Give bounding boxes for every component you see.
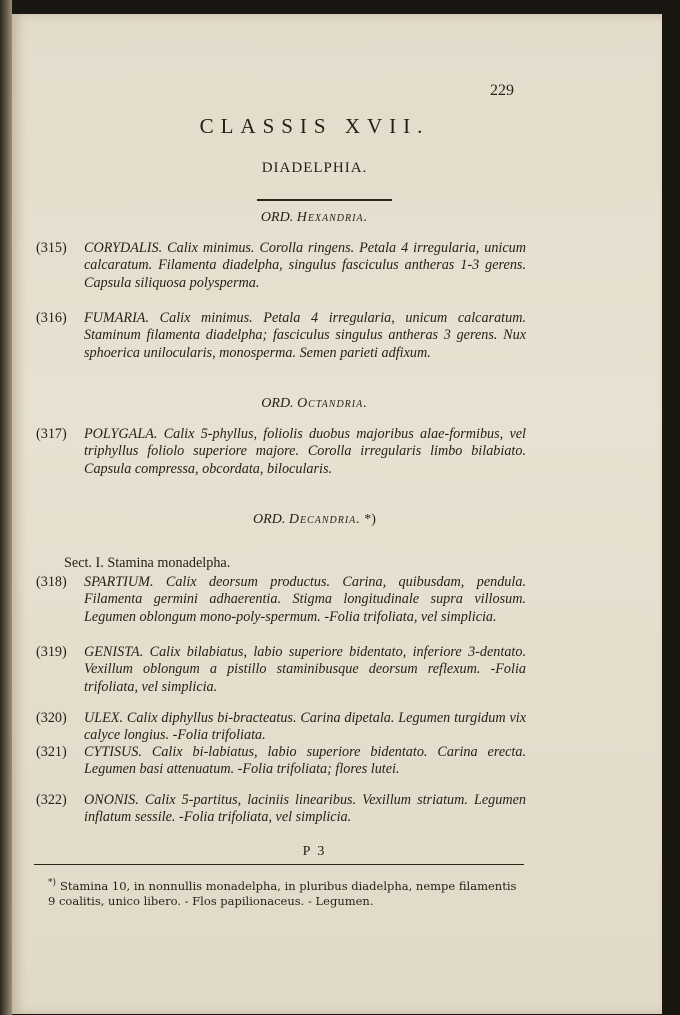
genus-entry-316 (36, 310, 526, 362)
genus-entry-322 (36, 792, 526, 827)
order-prefix: ORD. (260, 210, 294, 225)
genus-description: FUMARIA. Calix minimus. Petala 4 irregularia, unicum calcaratum. Staminum filamenta diadelpha; fasciculus singulus antheras 3 gerens. Nux sphoerica unilocularis, monosperma. Semen parieti adfixum. (84, 310, 526, 361)
page-number: 229 (490, 82, 514, 99)
order-prefix: ORD. (261, 396, 294, 411)
footnote-rule (34, 864, 524, 865)
book-page (12, 14, 662, 1014)
genus-entry-315 (36, 240, 526, 292)
genus-entry-319 (36, 644, 526, 696)
genus-entry-320 (36, 710, 526, 745)
genus-description: CYTISUS. Calix bi-labiatus, labio superiore bidentato. Carina erecta. Legumen basi attenuatum. -Folia trifoliata; flores lutei. (84, 744, 526, 778)
order-name: Octandria. (297, 396, 368, 411)
genus-number: (317) (36, 426, 67, 442)
order-name: Decandria. (288, 512, 361, 527)
section-heading: Sect. I. Stamina monadelpha. (64, 555, 231, 571)
footnote-text: Stamina 10, in nonnullis monadelpha, in pluribus diadelpha, nempe filamentis 9 coalitis, unico libero. - Flos papilionaceus. - Legumen. (48, 878, 517, 908)
class-heading: CLASSIS XVII. (199, 114, 430, 138)
genus-number: (315) (36, 240, 67, 256)
footnote-reference: *) (364, 512, 376, 527)
genus-entry-317 (36, 426, 526, 478)
footnote (48, 876, 518, 909)
order-name: Hexandria. (296, 210, 369, 225)
genus-entry-318 (36, 574, 526, 626)
genus-entry-321 (36, 744, 526, 779)
book-gutter (0, 0, 12, 1015)
genus-number: (322) (36, 792, 67, 808)
genus-number: (316) (36, 310, 67, 326)
genus-description: GENISTA. Calix bilabiatus, labio superiore bidentato, inferiore 3-dentato. Vexillum oblongum a pistillo staminibusque deorsum reflexum. -Folia trifoliata, vel simplicia. (84, 644, 526, 695)
order-prefix: ORD. (253, 512, 286, 527)
order-heading-hexandria (12, 210, 617, 226)
genus-description: POLYGALA. Calix 5-phyllus, foliolis duobus majoribus alae-formibus, vel triphyllus foliolo superiore majore. Corolla irregularis limbo bilabiato. Capsula compressa, obcordata, bilocularis. (84, 426, 526, 477)
genus-description: SPARTIUM. Calix deorsum productus. Carina, quibusdam, pendula. Filamenta germini adhaerentia. Stigma longitudinale supra villosum. Legumen oblongum mono-poly-spermum. -Folia trifoliata, vel simplicia. (84, 574, 526, 625)
order-heading-decandria (12, 512, 617, 528)
genus-description: ONONIS. Calix 5-partitus, laciniis linearibus. Vexillum striatum. Legumen inflatum sessile. -Folia trifoliata, vel simplicia. (84, 792, 526, 826)
genus-number: (320) (36, 710, 67, 726)
genus-description: CORYDALIS. Calix minimus. Corolla ringens. Petala 4 irregularia, unicum calcaratum. Filamenta diadelpha, singulus fasciculus antheras 1-3 gerens. Capsula siliquosa polysperma. (84, 240, 526, 291)
genus-number: (318) (36, 574, 67, 590)
order-heading-octandria (12, 396, 617, 412)
footnote-mark: *) (48, 878, 57, 888)
heading-rule (257, 199, 392, 201)
genus-number: (319) (36, 644, 67, 660)
genus-description: ULEX. Calix diphyllus bi-bracteatus. Carina dipetala. Legumen turgidum vix calyce longius. -Folia trifoliata. (84, 710, 526, 744)
signature-mark: P 3 (302, 844, 327, 859)
class-subtitle: DIADELPHIA. (261, 160, 368, 176)
genus-number: (321) (36, 744, 67, 760)
